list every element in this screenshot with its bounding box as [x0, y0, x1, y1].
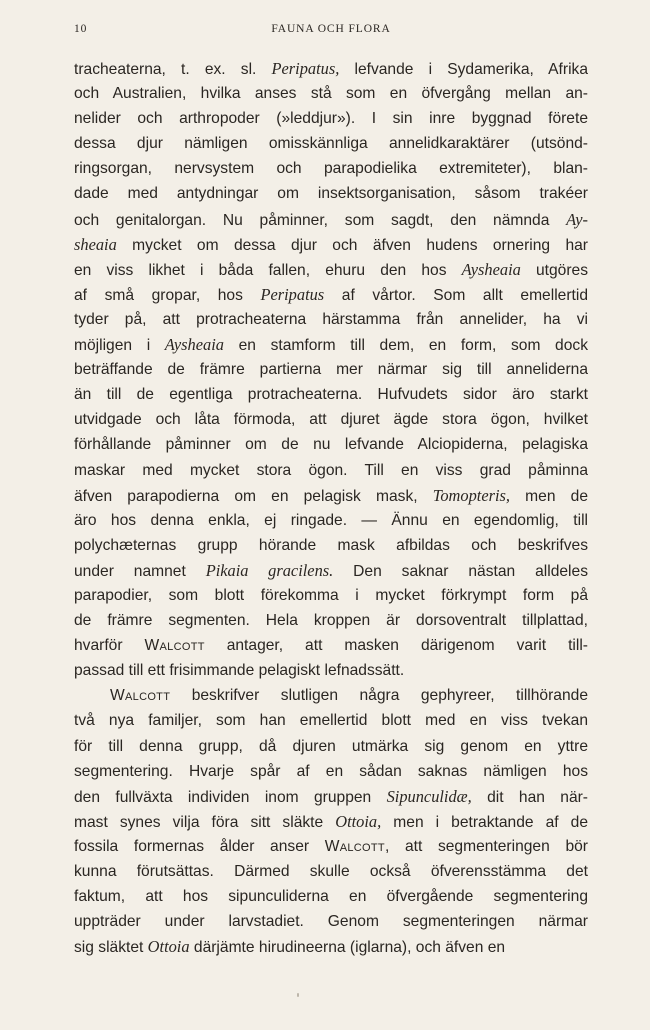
- text-segment: och Australien, hvilka anses stå som en öfvergång mellan an-: [74, 85, 588, 103]
- italic-term: Sipunculidæ,: [386, 786, 472, 806]
- text-segment: hvarför: [74, 637, 145, 655]
- text-segment: dessa djur nämligen omisskännliga annelidkaraktärer (utsönd-: [74, 135, 588, 153]
- text-segment: Den saknar nästan alldeles: [333, 562, 588, 580]
- text-segment: men de: [510, 487, 588, 505]
- text-segment: de främre segmenten. Hela kroppen är dorsoventralt tillplattad,: [74, 612, 588, 630]
- text-segment: mast synes vilja föra sitt släkte: [74, 813, 336, 831]
- text-line: [74, 432, 588, 457]
- text-line: [74, 708, 588, 733]
- text-line: [74, 357, 588, 382]
- text-line: [74, 558, 588, 583]
- author-name: Walcott: [144, 637, 205, 655]
- page-header: [74, 23, 588, 41]
- text-segment: antager, att masken därigenom varit till-: [204, 637, 588, 655]
- text-segment: parapodier, som blott förekomma i mycket förkrympt form på: [74, 586, 588, 604]
- text-line: [74, 834, 588, 859]
- text-segment: förhållande påminner om de nu lefvande Alciopiderna, pelagiska: [74, 436, 588, 454]
- text-segment: af vårtor. Som allt emellertid: [324, 286, 588, 304]
- text-segment: dit han när-: [471, 788, 588, 806]
- italic-term: Aysheaia: [164, 335, 224, 355]
- text-segment: , att segmenteringen bör: [384, 837, 588, 855]
- text-segment: dade med antydningar om insektsorganisation, såsom trakéer: [74, 185, 588, 203]
- text-segment: sig släktet: [74, 939, 148, 957]
- text-segment: utvidgade och låta förmoda, att djuret ägde stora ögon, hvilket: [74, 411, 588, 429]
- text-segment: därjämte hirudineerna (iglarna), och äfven en: [189, 939, 506, 957]
- text-line: [74, 884, 588, 909]
- running-title: FAUNA OCH FLORA: [271, 23, 391, 35]
- text-line: [74, 332, 588, 357]
- text-segment: en viss likhet i båda fallen, ehuru den hos: [74, 261, 462, 279]
- text-segment: för till denna grupp, då djuren utmärka sig genom en yttre: [74, 737, 588, 755]
- text-segment: utgöres: [520, 261, 588, 279]
- text-line: [74, 131, 588, 156]
- page-number: 10: [74, 23, 88, 35]
- text-segment: under namnet: [74, 562, 206, 580]
- text-segment: nelider och arthropoder (»leddjur»). I sin inre byggnad förete: [74, 110, 588, 128]
- italic-term: Peripatus,: [271, 59, 340, 78]
- text-segment: passad till ett frisimmande pelagiskt lefnadssätt.: [74, 662, 405, 680]
- text-line: [74, 282, 588, 307]
- text-segment: men i betraktande af de: [381, 813, 588, 831]
- text-line: [74, 483, 588, 508]
- text-segment: polychæternas grupp hörande mask afbildas och beskrifves: [74, 536, 588, 554]
- text-line: [74, 734, 588, 759]
- text-line: [74, 508, 588, 533]
- text-segment: faktum, att hos sipunculiderna en öfvergående segmentering: [74, 888, 588, 906]
- text-segment: äro hos denna enkla, ej ringade. — Ännu en egendomlig, till: [74, 511, 588, 529]
- italic-term: Tomopteris,: [432, 485, 511, 505]
- italic-term: Pikaia gracilens.: [205, 560, 334, 580]
- italic-term: sheaia: [74, 234, 117, 254]
- text-line: [74, 257, 588, 282]
- text-line: [74, 633, 588, 658]
- text-segment: och genitalorgan. Nu påminner, som sagdt, den nämnda: [74, 211, 567, 229]
- text-segment: ringsorgan, nervsystem och parapodielika extremiteter), blan-: [74, 160, 588, 178]
- text-segment: af små gropar, hos: [74, 286, 261, 304]
- text-segment: uppträder under larvstadiet. Genom segmenteringen närmar: [74, 913, 588, 931]
- text-line: [74, 106, 588, 131]
- text-line: [74, 683, 588, 708]
- text-segment: äfven parapodierna om en pelagisk mask,: [74, 487, 433, 505]
- italic-term: Ottoia,: [335, 811, 382, 831]
- text-line: [74, 156, 588, 181]
- text-segment: lefvande i Sydamerika, Afrika: [339, 61, 588, 78]
- text-segment: segmentering. Hvarje spår af en sådan saknas nämligen hos: [74, 762, 588, 780]
- body-text: [74, 56, 588, 959]
- text-line: [74, 784, 588, 809]
- italic-term: Ay-: [566, 209, 588, 229]
- text-segment: mycket om dessa djur och äfven hudens ornering har: [116, 236, 588, 254]
- text-segment: fossila formernas ålder anser: [74, 837, 325, 855]
- text-line: [74, 658, 588, 683]
- text-line: [74, 909, 588, 934]
- text-line: [74, 859, 588, 884]
- text-line: [74, 81, 588, 106]
- text-line: [74, 809, 588, 834]
- text-segment: tyder på, att protracheaterna härstamma från annelider, ha vi: [74, 310, 588, 328]
- paper-speck: [297, 993, 299, 997]
- text-line: [74, 382, 588, 407]
- text-segment: den fullväxta individen inom gruppen: [74, 788, 387, 806]
- text-segment: beträffande de främre partierna mer närmar sig till anneliderna: [74, 361, 588, 379]
- text-line: [74, 181, 588, 206]
- text-line: [74, 458, 588, 483]
- italic-term: Aysheaia: [461, 259, 521, 279]
- italic-term: Ottoia: [147, 937, 190, 957]
- author-name: Walcott: [324, 837, 385, 855]
- author-name: Walcott: [110, 687, 171, 705]
- italic-term: Peripatus: [260, 284, 325, 304]
- text-line: [74, 207, 588, 232]
- text-line: [74, 232, 588, 257]
- text-segment: möjligen i: [74, 337, 165, 355]
- text-line: [74, 533, 588, 558]
- text-segment: kunna förutsättas. Därmed skulle också öfverensstämma det: [74, 863, 588, 880]
- text-line: [74, 307, 588, 332]
- text-segment: en stamform till dem, en form, som dock: [223, 337, 588, 355]
- text-line: [74, 56, 588, 81]
- text-line: [74, 583, 588, 608]
- text-line: [74, 407, 588, 432]
- text-line: [74, 608, 588, 633]
- text-line: [74, 934, 588, 959]
- text-line: [74, 759, 588, 784]
- text-segment: än till de egentliga protracheaterna. Hufvudets sidor äro starkt: [74, 386, 588, 404]
- text-segment: beskrifver slutligen några gephyreer, tillhörande: [170, 687, 588, 705]
- text-segment: två nya familjer, som han emellertid blott med en viss tvekan: [74, 712, 588, 730]
- text-segment: tracheaterna, t. ex. sl.: [74, 61, 272, 78]
- text-segment: maskar med mycket stora ögon. Till en viss grad påminna: [74, 461, 588, 479]
